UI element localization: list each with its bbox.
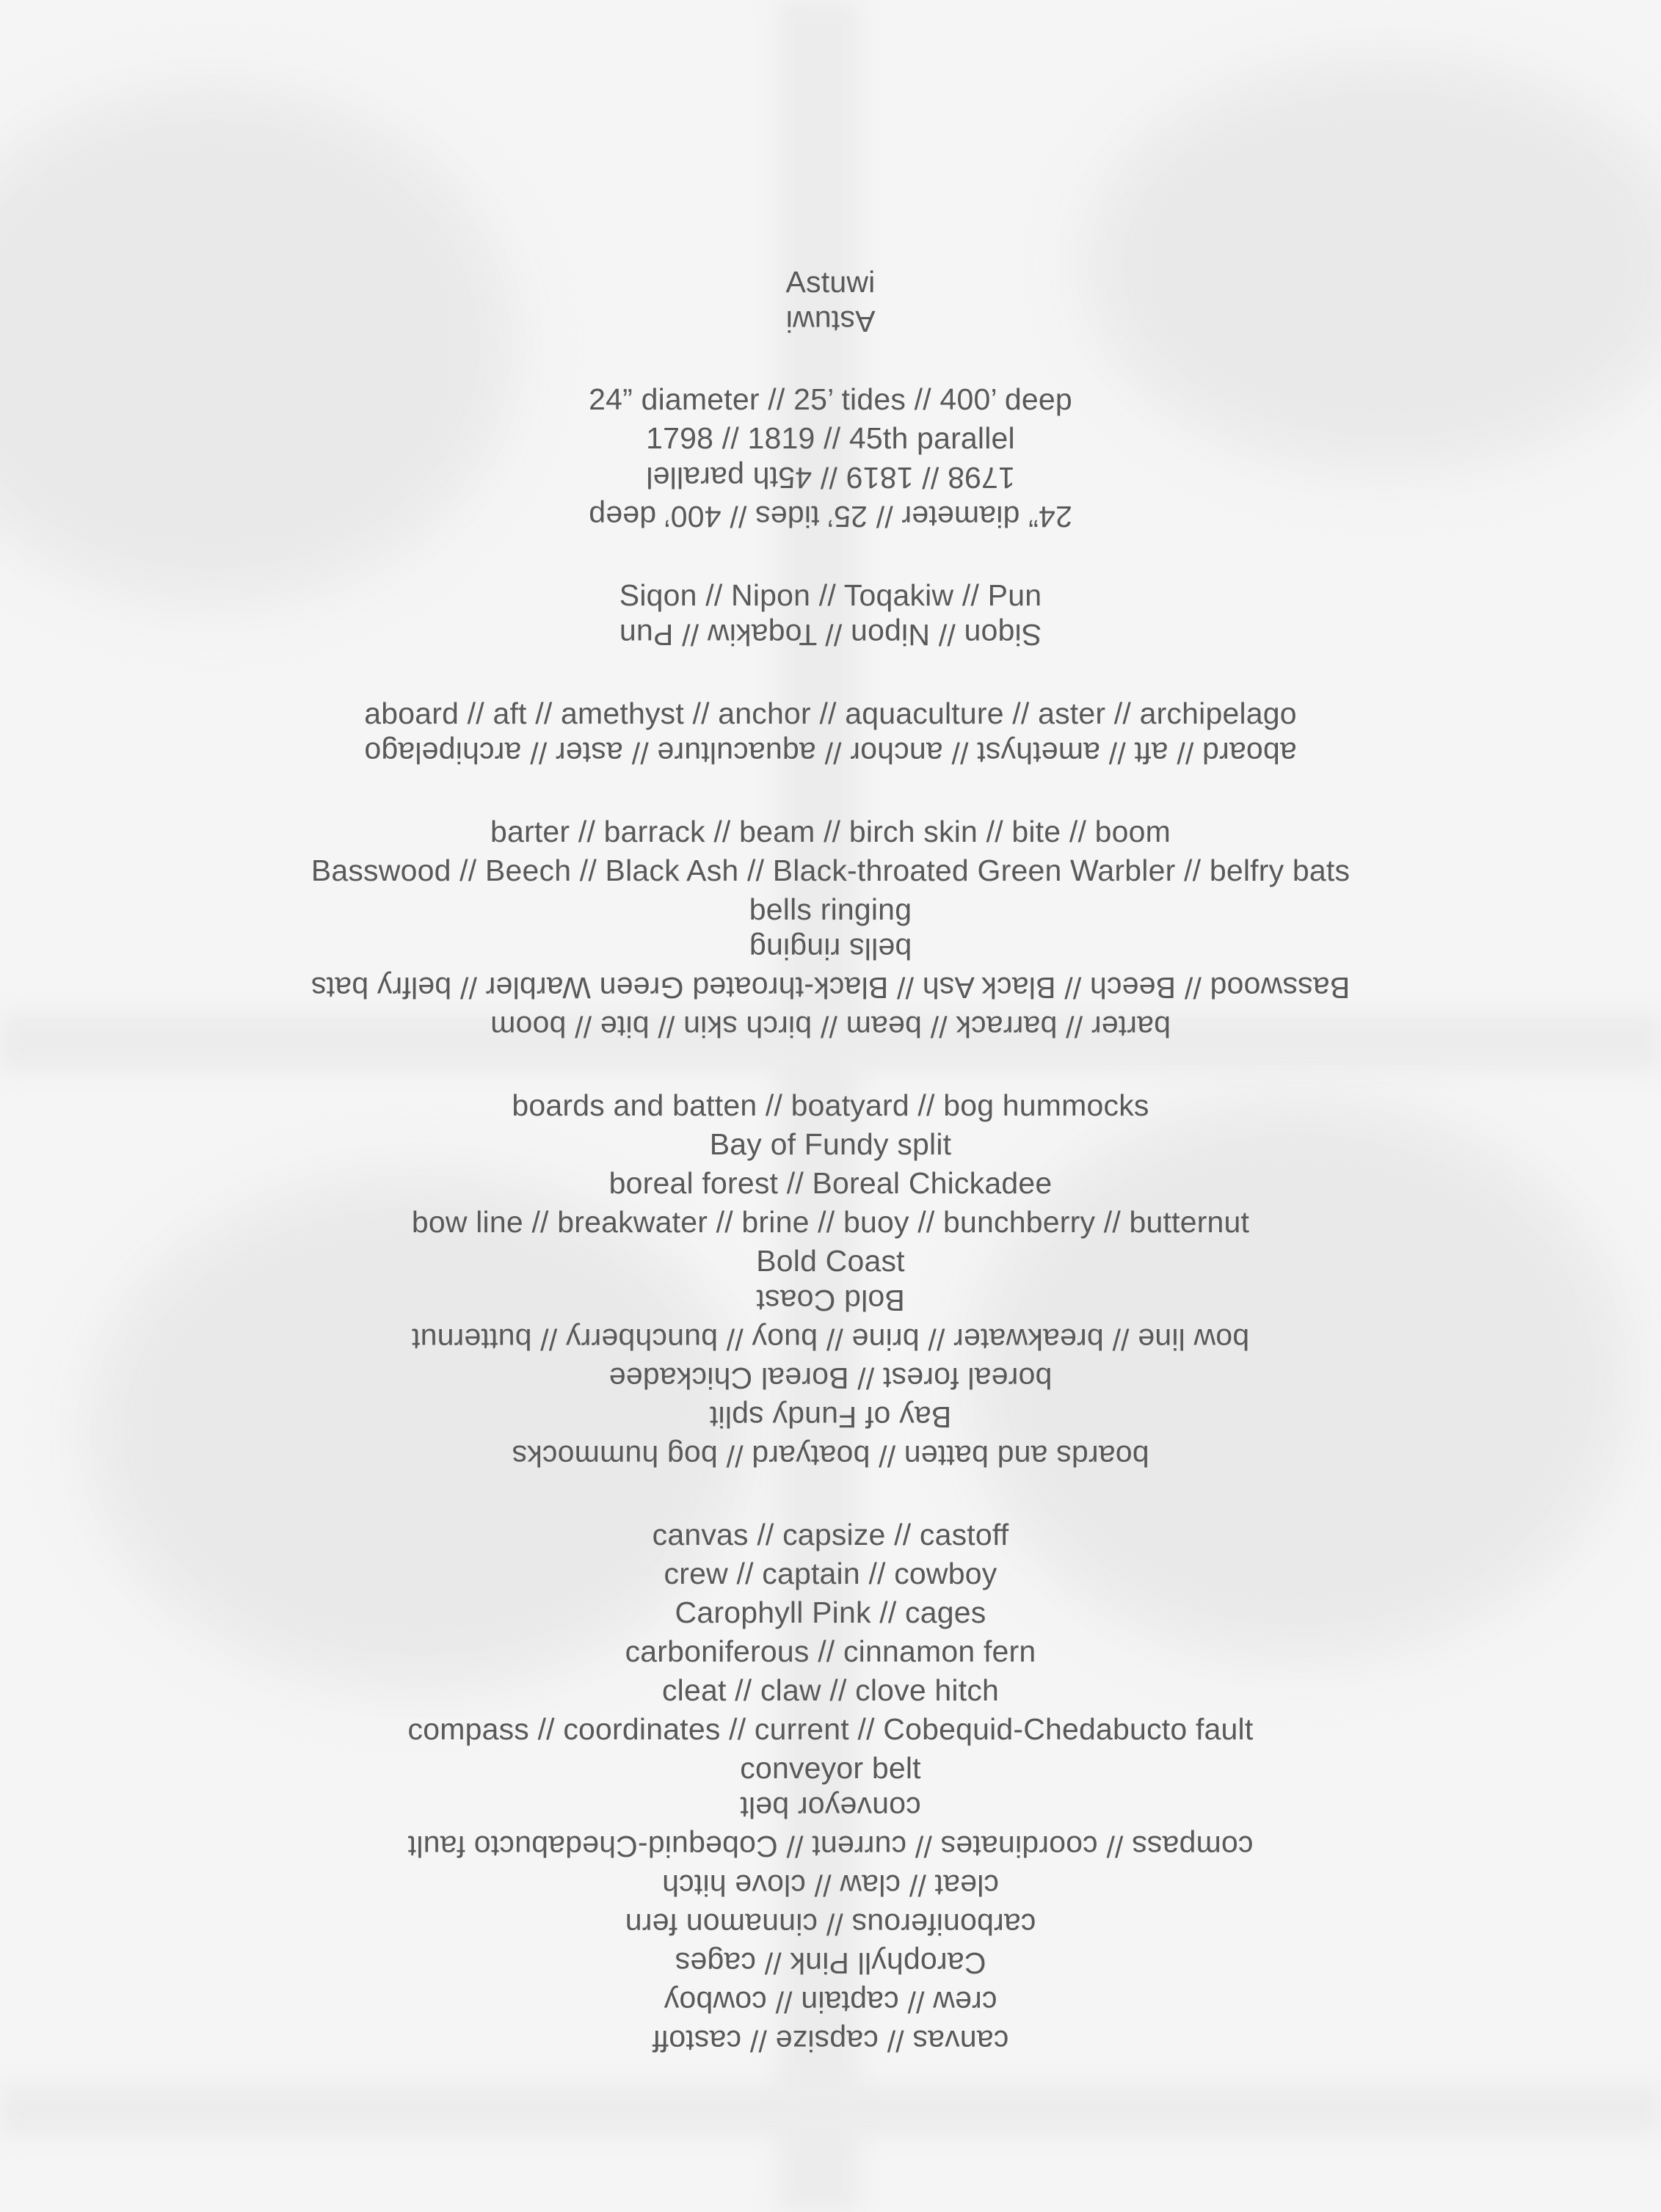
poem-line: Carophyll Pink // cages <box>675 1596 986 1629</box>
poem-line-inverted: boreal forest // Boreal Chickadee <box>608 1361 1053 1395</box>
poem-line: boreal forest // Boreal Chickadee <box>608 1166 1053 1200</box>
poem-line: Astuwi <box>785 265 876 299</box>
poem-line-inverted: Bay of Fundy split <box>709 1400 952 1434</box>
window-frame-horizontal <box>0 2084 1661 2136</box>
poem-line-inverted: boards and batten // boatyard // bog hummocks <box>512 1439 1149 1473</box>
poem-line-inverted: Bold Coast <box>756 1284 905 1317</box>
poem-line: 1798 // 1819 // 45th parallel <box>646 421 1015 455</box>
stanza-gap <box>0 1046 1661 1086</box>
poem-line: Basswood // Beech // Black Ash // Black-throated Green Warbler // belfry bats <box>310 854 1351 887</box>
poem-line-inverted: bow line // breakwater // brine // buoy // bunchberry // butternut <box>411 1323 1250 1356</box>
poem-line-inverted: crew // captain // cowboy <box>664 1985 997 2019</box>
stanza <box>0 380 1661 536</box>
stanza-gap <box>0 1475 1661 1516</box>
stanza <box>0 263 1661 341</box>
poem-line-inverted: 24” diameter // 25’ tides // 400’ deep <box>589 500 1072 534</box>
poem-line-inverted: 1798 // 1819 // 45th parallel <box>646 461 1015 495</box>
stanza-gap <box>0 536 1661 576</box>
poem-line-inverted: Carophyll Pink // cages <box>675 1946 986 1980</box>
poem-line-inverted: carboniferous // cinnamon fern <box>625 1907 1036 1941</box>
stanza <box>0 1086 1661 1475</box>
stanza-gap <box>0 654 1661 694</box>
poem-line-inverted: conveyor belt <box>740 1791 921 1824</box>
poem-line: Bold Coast <box>756 1244 905 1278</box>
poem-line-inverted: barter // barrack // beam // birch skin // bite // boom <box>490 1010 1171 1044</box>
stanza-gap <box>0 341 1661 380</box>
poem-line: Bay of Fundy split <box>709 1127 952 1161</box>
poem-line: conveyor belt <box>740 1751 921 1785</box>
poem-line-inverted: bells ringing <box>749 932 912 966</box>
poem-line-inverted: Siqon // Nipon // Toqakiw // Pun <box>619 618 1042 652</box>
poem-line-inverted: cleat // claw // clove hitch <box>661 1869 1000 1902</box>
poem-line: canvas // capsize // castoff <box>652 1518 1009 1551</box>
stanza <box>0 1516 1661 2060</box>
poem-line: carboniferous // cinnamon fern <box>625 1634 1036 1668</box>
poem-line: boards and batten // boatyard // bog hummocks <box>512 1088 1149 1122</box>
stanza <box>0 576 1661 654</box>
poem-line: 24” diameter // 25’ tides // 400’ deep <box>589 382 1072 416</box>
stanza <box>0 694 1661 772</box>
stanza <box>0 812 1661 1046</box>
poem-line-inverted: aboard // aft // amethyst // anchor // aquaculture // aster // archipelago <box>364 736 1297 770</box>
poem-line: crew // captain // cowboy <box>664 1557 997 1590</box>
poem-line: bow line // breakwater // brine // buoy // bunchberry // butternut <box>411 1205 1250 1239</box>
poem-line: cleat // claw // clove hitch <box>661 1673 1000 1707</box>
poem-line-inverted: compass // coordinates // current // Cobequid-Chedabucto fault <box>407 1830 1254 1863</box>
poem-line-inverted: Basswood // Beech // Black Ash // Black-throated Green Warbler // belfry bats <box>310 971 1351 1005</box>
poem <box>0 263 1661 2060</box>
poem-line: aboard // aft // amethyst // anchor // aquaculture // aster // archipelago <box>364 696 1297 730</box>
poem-line-inverted: Astuwi <box>785 305 876 338</box>
stanza-gap <box>0 772 1661 812</box>
poem-line: compass // coordinates // current // Cobequid-Chedabucto fault <box>407 1712 1254 1746</box>
poem-line: barter // barrack // beam // birch skin // bite // boom <box>490 815 1171 848</box>
poem-line-inverted: canvas // capsize // castoff <box>652 2024 1009 2058</box>
poem-line: Siqon // Nipon // Toqakiw // Pun <box>619 578 1042 612</box>
poem-line: bells ringing <box>749 892 912 926</box>
